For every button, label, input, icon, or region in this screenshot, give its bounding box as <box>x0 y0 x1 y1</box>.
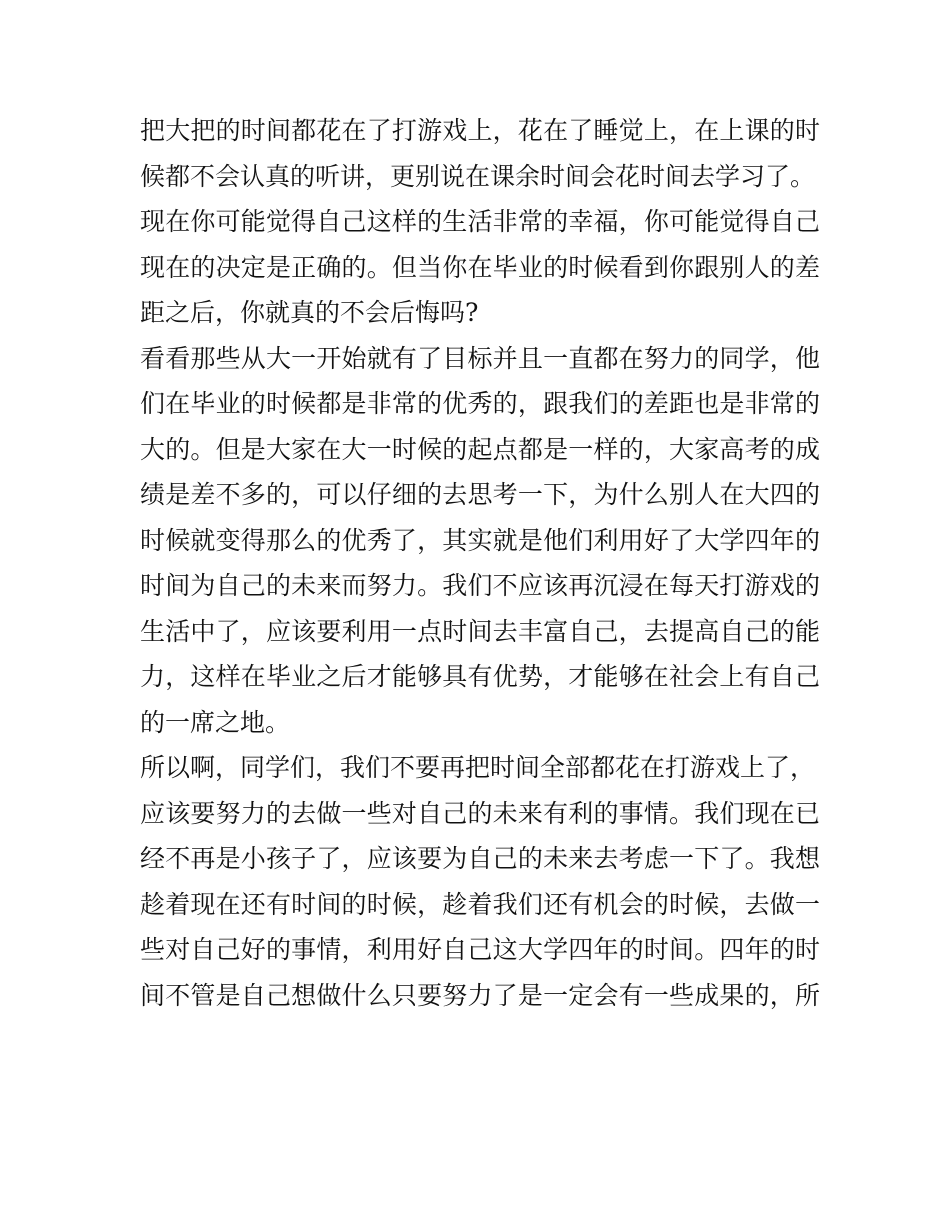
text-line: 看看那些从大一开始就有了目标并且一直都在努力的同学，他 <box>140 343 820 373</box>
text-line: 大的。但是大家在大一时候的起点都是一样的，大家高考的成 <box>140 434 820 464</box>
text-line: 经不再是小孩子了，应该要为自己的未来去考虑一下了。我想 <box>140 844 820 873</box>
text-line: 力，这样在毕业之后才能够具有优势，才能够在社会上有自己 <box>140 662 820 691</box>
text-line: 现在的决定是正确的。但当你在毕业的时候看到你跟别人的差 <box>140 252 820 282</box>
document-body <box>140 108 820 1018</box>
text-line: 时候就变得那么的优秀了，其实就是他们利用好了大学四年的 <box>140 525 820 555</box>
text-line: 时间为自己的未来而努力。我们不应该再沉浸在每天打游戏的 <box>140 571 820 600</box>
text-line: 把大把的时间都花在了打游戏上，花在了睡觉上，在上课的时 <box>140 116 820 145</box>
text-line: 应该要努力的去做一些对自己的未来有利的事情。我们现在已 <box>140 798 820 828</box>
text-line: 的一席之地。 <box>140 707 291 737</box>
text-line: 间不管是自己想做什么只要努力了是一定会有一些成果的，所 <box>140 980 820 1010</box>
text-line: 生活中了，应该要利用一点时间去丰富自己，去提高自己的能 <box>140 616 820 646</box>
text-line: 所以啊，同学们，我们不要再把时间全部都花在打游戏上了， <box>140 753 816 782</box>
text-line: 们在毕业的时候都是非常的优秀的，跟我们的差距也是非常的 <box>140 389 820 418</box>
text-line: 现在你可能觉得自己这样的生活非常的幸福，你可能觉得自己 <box>140 207 820 236</box>
text-line: 绩是差不多的，可以仔细的去思考一下，为什么别人在大四的 <box>140 480 820 509</box>
text-line: 趁着现在还有时间的时候，趁着我们还有机会的时候，去做一 <box>140 889 820 919</box>
text-line: 距之后，你就真的不会后悔吗? <box>140 298 479 327</box>
text-line: 候都不会认真的听讲，更别说在课余时间会花时间去学习了。 <box>140 161 816 191</box>
text-line: 些对自己好的事情，利用好自己这大学四年的时间。四年的时 <box>140 935 820 964</box>
